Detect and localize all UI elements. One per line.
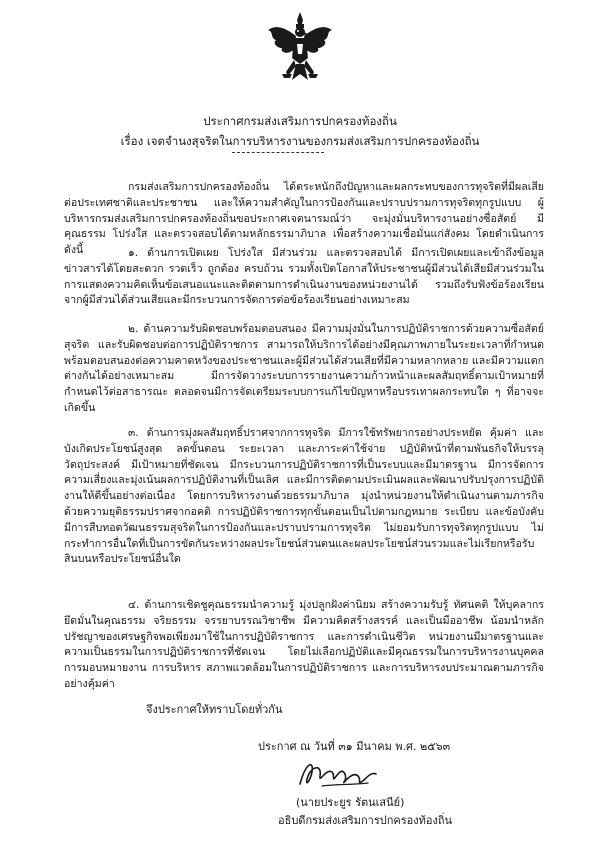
closing-statement: จึงประกาศให้ทราบโดยทั่วกัน [146, 703, 283, 716]
section-4-paragraph: ๔. ด้านการเชิดชูคุณธรรมนำความรู้ มุ่งปลูกฝังค่านิยม สร้างความรับรู้ ทัศนคติ ให้บุคลากรยึดมั่นในคุณธรรม จริยธรรม จรรยาบรรณวิชาชีพ มีความคิดสร้างสรรค์ และเป็นมืออาชีพ น้อมนำหลักปรัชญาของเศรษฐกิจพอเพียงมาใช้ในการปฏิบัติราชการ และการดำเนินชีวิต หน่วยงานมีมาตรฐานและความเป็นธรรมในการปฏิบัติราชการที่ชัดเจน โดยไม่เลือกปฏิบัติและมีคุณธรรมในการบริหารงานบุคคล การมอบหมายงาน การบริหาร สภาพแวดล้อมในการปฏิบัติราชการ และการบริหารงบประมาณตามภารกิจอย่างคุ้มค่า [64, 599, 544, 690]
section-1-paragraph: ๑. ด้านการเปิดเผย โปร่งใส มีส่วนร่วม และตรวจสอบได้ มีการเปิดเผยและเข้าถึงข้อมูลข่าวสารได้โดยสะดวก รวดเร็ว ถูกต้อง ครบถ้วน รวมทั้งเปิดโอกาสให้ประชาชนผู้มีส่วนได้เสียมีส่วนร่วมในการแสดงความคิดเห็นข้อเสนอแนะและติดตามการดำเนินงานของหน่วยงานได้ รวมถึงรับฟังข้อร้องเรียนจากผู้มีส่วนได้ส่วนเสียและมีกระบวนการจัดการต่อข้อร้องเรียนอย่างเหมาะสม [64, 247, 544, 307]
announcement-subject: เรื่อง เจตจำนงสุจริตในการบริหารงานของกรมส่งเสริมการปกครองท้องถิ่น [120, 134, 480, 148]
header-divider [232, 152, 324, 153]
section-3-paragraph: ๓. ด้านการมุ่งผลสัมฤทธิ์ปราศจากการทุจริต มีการใช้ทรัพยากรอย่างประหยัด คุ้มค่า และบังเกิดประโยชน์สูงสุด ลดขั้นตอน ระยะเวลา และภาระค่าใช้จ่าย ปฏิบัติหน้าที่ตามพันธกิจให้บรรลุวัตถุประสงค์ มีเป้าหมายที่ชัดเจน มีกระบวนการปฏิบัติราชการที่เป็นระบบและมีมาตรฐาน มีการจัดการความเสี่ยงและมุ่งเน้นผลการปฏิบัติงานที่เป็นเลิศ และมีการติดตามประเมินผลและพัฒนาปรับปรุงการปฏิบัติงานให้ดีขึ้นอย่างต่อเนื่อง โดยการบริหารงานด้วยธรรมาภิบาล มุ่งนำหน่วยงานให้ดำเนินงานตามภารกิจด้วยความยุติธรรมปราศจากอคติ การปฏิบัติราชการทุกขั้นตอนเป็นไปตามกฎหมาย ระเบียบ และข้อบังคับ มีการสืบทอดวัฒนธรรมสุจริตในการป้องกันและปราบปรามการทุจริต ไม่ยอมรับการทุจริตทุกรูปแบบ ไม่กระทำการอื่นใดที่เป็นการขัดกันระหว่างผลประโยชน์ส่วนตนและผลประโยชน์ส่วนรวมและไม่เรียกหรือรับสินบนหรือประโยชน์อื่นใด [64, 427, 544, 566]
section-2-block [64, 322, 544, 417]
section-2-paragraph: ๒. ด้านความรับผิดชอบพร้อมตอบสนอง มีความมุ่งมั่นในการปฏิบัติราชการด้วยความซื่อสัตย์สุจริต และรับผิดชอบต่อการปฏิบัติราชการ สามารถให้บริการได้อย่างมีคุณภาพภายในระยะเวลาที่กำหนด พร้อมตอบสนองต่อความคาดหวังของประชาชนและผู้มีส่วนได้ส่วนเสียที่มีความหลากหลาย และมีความแตกต่างกันได้อย่างเหมาะสม มีการจัดวางระบบการรายงานความก้าวหน้าและผลสัมฤทธิ์ตามเป้าหมายที่กำหนดไว้ต่อสาธารณะ ตลอดจนมีการจัดเตรียมระบบการแก้ไขปัญหาหรือบรรเทาผลกระทบใด ๆ ที่อาจจะเกิดขึ้น [64, 323, 544, 414]
announcement-date: ประกาศ ณ วันที่ ๓๑ มีนาคม พ.ศ. ๒๕๖๓ [258, 740, 451, 753]
garuda-emblem-icon [266, 10, 334, 90]
handwritten-signature [292, 754, 382, 794]
signer-name: (นายประยูร รัตนเสนีย์) [296, 796, 405, 809]
signer-title: อธิบดีกรมส่งเสริมการปกครองท้องถิ่น [278, 814, 453, 827]
announcement-header-title: ประกาศกรมส่งเสริมการปกครองท้องถิ่น [203, 114, 397, 128]
section-4-block [64, 598, 544, 693]
section-1-block [64, 246, 544, 309]
intro-paragraph: กรมส่งเสริมการปกครองท้องถิ่น ได้ตระหนักถึงปัญหาและผลกระทบของการทุจริตที่มีผลเสียต่อประเทศชาติและประชาชน และให้ความสำคัญในการป้องกันและปราบปรามการทุจริตทุกรูปแบบ ผู้บริหารกรมส่งเสริมการปกครองท้องถิ่นขอประกาศเจตนารมณ์ว่า จะมุ่งมั่นบริหารงานอย่างซื่อสัตย์ มีคุณธรรม โปร่งใส และตรวจสอบได้ตามหลักธรรมาภิบาล เพื่อสร้างความเชื่อมั่นแก่สังคม โดยดำเนินการ ดังนี้ [64, 181, 544, 257]
section-3-block [64, 426, 544, 568]
